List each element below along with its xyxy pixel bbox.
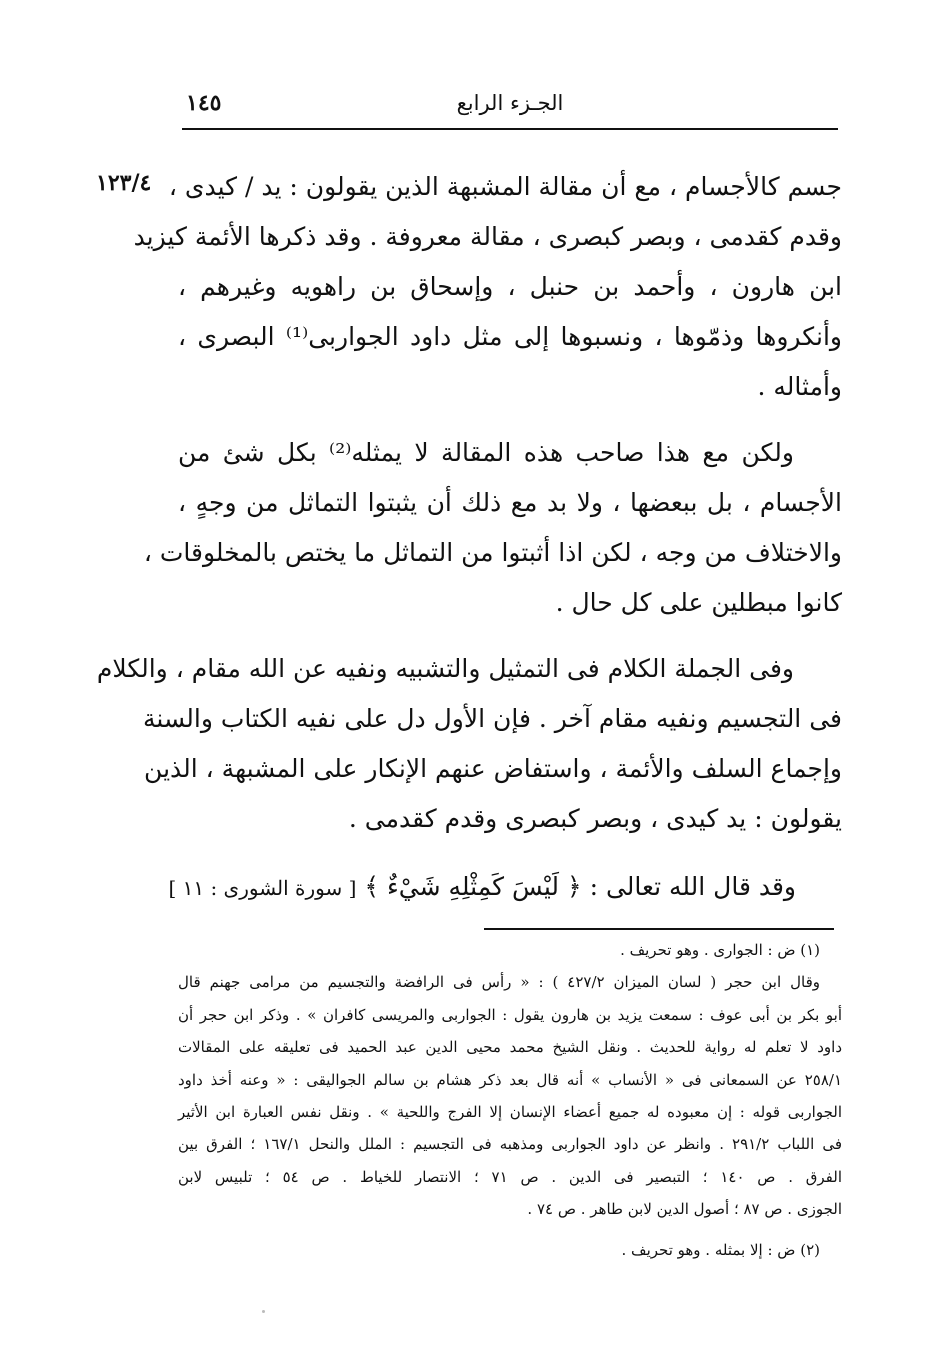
text-line: الأجسام ، بل ببعضها ، ولا بد مع ذلك أن يثبتوا التماثل من وجهٍ ،	[178, 488, 842, 517]
header-rule	[182, 128, 838, 130]
paragraph-gap	[178, 412, 842, 428]
footnote-line: (١) ض : الجوارى . وهو تحريف .	[620, 941, 820, 959]
footnote-line: (٢) ض : إلا بمثله . وهو تحريف .	[621, 1240, 820, 1259]
surah-reference: [ سورة الشورى : ١١ ]	[168, 876, 357, 900]
footnote-line: ٢٥٨/١ عن السمعانى فى « الأنساب » أنه قال بعد ذكر هشام بن سالم الجواليقى : « وعنه أخذ داود	[178, 1070, 842, 1089]
running-header	[180, 88, 840, 118]
header-title: الجـزء الرابع	[456, 91, 564, 115]
page-number: ١٤٥	[186, 90, 222, 116]
footnote-line: الفرق . ص ١٤٠ ؛ التبصير فى الدين . ص ٧١ ؛ الانتصار للخياط . ص ٥٤ ؛ تلبيس لابن	[178, 1167, 842, 1186]
quran-verse: وقد قال الله تعالى : ﴿ لَيْسَ كَمِثْلِهِ شَيْءٌ ﴾	[364, 872, 796, 901]
footnote-line: الجواربى قوله : إن معبوده له جميع أعضاء الإنسان إلا الفرج واللحية » . ونقل نفس العبارة ابن الأثير	[178, 1102, 842, 1121]
text-line: ولكن مع هذا صاحب هذه المقالة لا يمثله⁽²⁾ بكل شئ من	[178, 438, 794, 467]
text-line: جسم كالأجسام ، مع أن مقالة المشبهة الذين يقولون : يد / كيدى ،	[168, 172, 842, 201]
text-line: وإجماع السلف والأئمة ، واستفاض عنهم الإنكار على المشبهة ، الذين	[144, 754, 842, 783]
footnote-line: الجوزى . ص ٨٧ ؛ أصول الدين لابن طاهر . ص ٧٤ .	[527, 1200, 842, 1219]
text-line: كانوا مبطلين على كل حال .	[555, 588, 842, 617]
text-line: وفى الجملة الكلام فى التمثيل والتشبيه ونفيه عن الله مقام ، والكلام	[96, 654, 794, 683]
text-line: وأنكروها وذمّوها ، ونسبوها إلى مثل داود الجواربى⁽¹⁾ البصرى ،	[178, 322, 842, 351]
footnote-line: فى اللباب ٢٩١/٢ . وانظر عن داود الجواربى ومذهبه فى التجسيم : الملل والنحل ١٦٧/١ ؛ الفرق بين	[178, 1135, 842, 1154]
text-line: يقولون : يد كيدى ، وبصر كبصرى وقدم كقدمى .	[348, 804, 842, 833]
footnotes	[178, 934, 842, 1266]
text-line: وأمثاله .	[757, 372, 842, 401]
footnote-line: وقال ابن حجر ( لسان الميزان ٤٢٧/٢ ) : « رأس فى الرافضة والتجسيم من مرامى جهنم قال	[178, 973, 820, 992]
footnote-line: أبو بكر بن أبى عوف : سمعت يزيد بن هارون يقول : الجواربى والمريسى كافران » . وذكر ابن حجر أن	[178, 1005, 842, 1024]
paragraph-gap	[178, 628, 842, 644]
footnote-line: داود لا تعلم له رواية للحديث . ونقل الشيخ محمد محيى الدين عبد الحميد فى تعليقه على المقالات	[178, 1038, 842, 1057]
footnote-rule	[484, 928, 834, 930]
text-line: فى التجسيم ونفيه مقام آخر . فإن الأول دل على نفيه الكتاب والسنة	[143, 704, 842, 733]
footnote-gap	[178, 1226, 842, 1234]
text-line: والاختلاف من وجه ، لكن اذا أثبتوا من التماثل ما يختص بالمخلوقات ،	[143, 538, 842, 567]
scan-speck	[262, 1310, 265, 1313]
text-line: وقدم كقدمى ، وبصر كبصرى ، مقالة معروفة . وقد ذكرها الأئمة كيزيد	[133, 222, 842, 251]
text-line: ابن هارون ، وأحمد بن حنبل ، وإسحاق بن راهويه وغيرهم ،	[178, 272, 842, 301]
margin-reference: ١٢٣/٤	[96, 170, 152, 196]
quran-verse-line	[168, 862, 796, 912]
